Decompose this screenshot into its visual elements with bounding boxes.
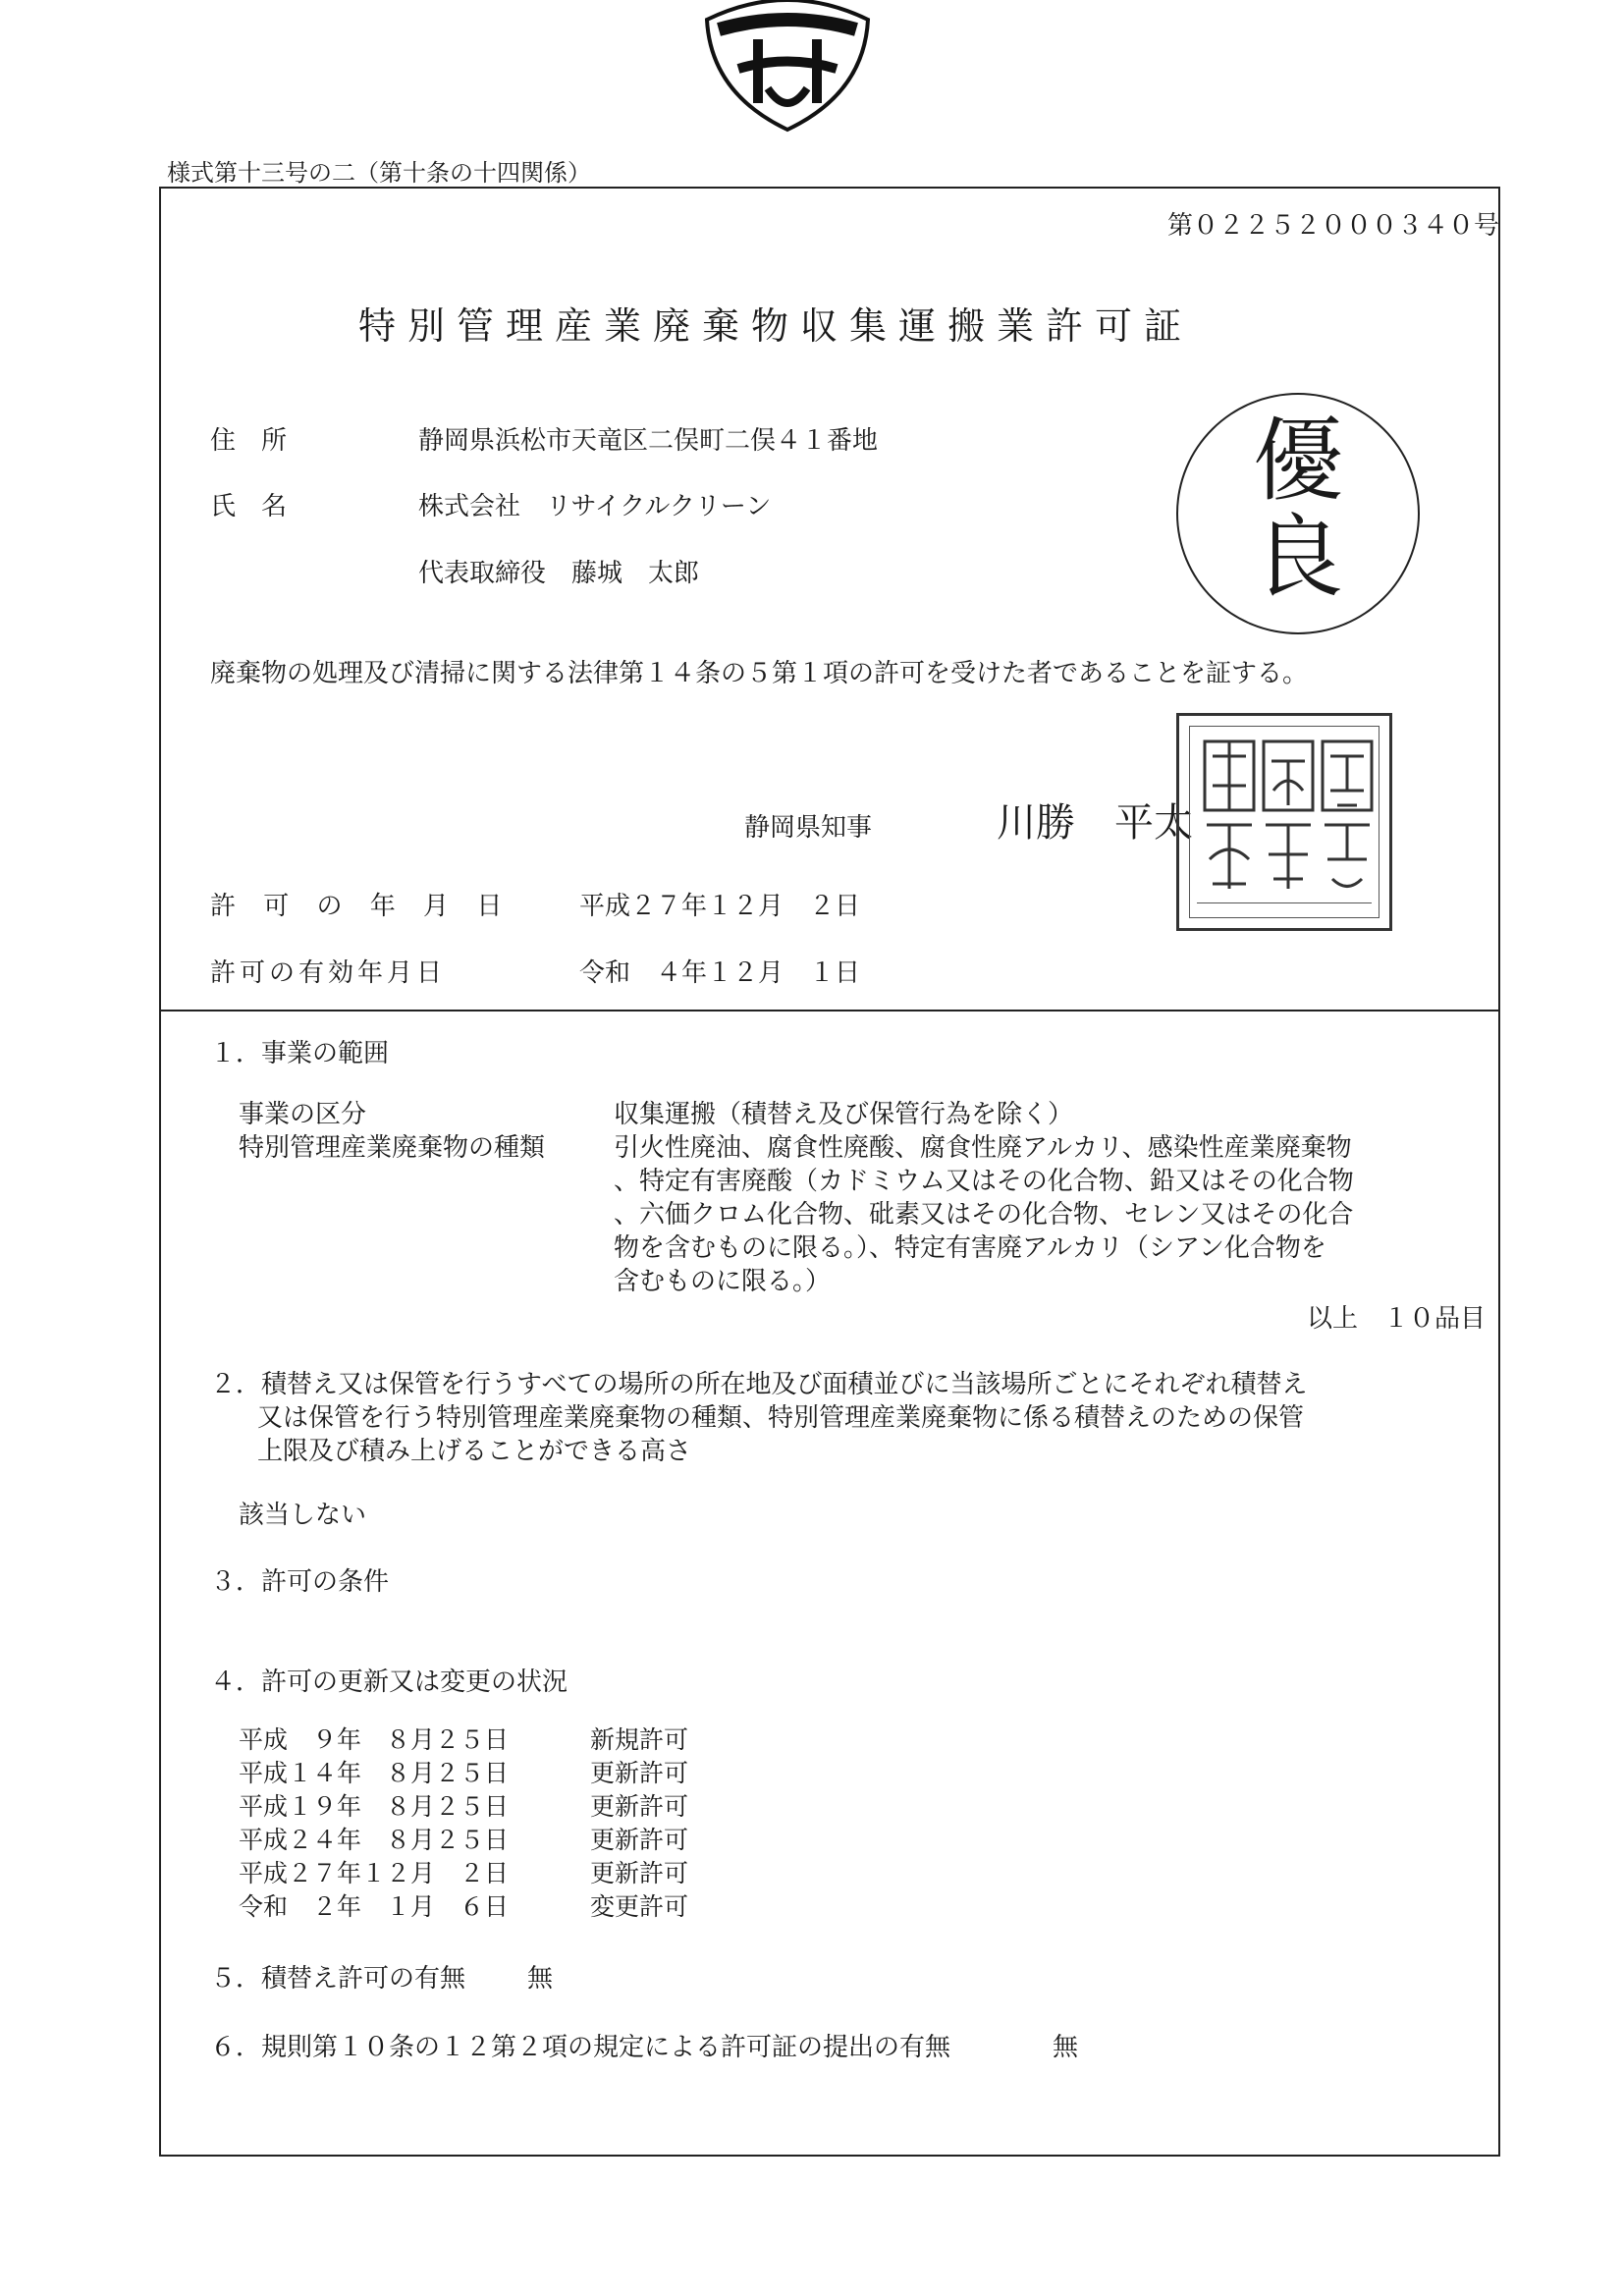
excellence-char-1: 優	[1252, 409, 1343, 514]
section4-heading: ４．許可の更新又は変更の状況	[210, 1667, 568, 1697]
address-value: 静岡県浜松市天竜区二俣町二俣４１番地	[418, 426, 879, 456]
business-category-label: 事業の区分	[239, 1100, 367, 1129]
official-seal-stamp	[1176, 713, 1392, 931]
history-kind: 更新許可	[590, 1792, 689, 1821]
waste-types-line: 、六価クロム化合物、砒素又はその化合物、セレン又はその化合	[614, 1200, 1354, 1230]
section6-heading: ６．規則第１０条の１２第２項の規定による許可証の提出の有無	[210, 2033, 951, 2062]
history-date: 令和 ２年 １月 ６日	[239, 1892, 510, 1921]
item-count: 以上 １０品目	[1306, 1304, 1486, 1334]
seal-bottom-line	[1197, 902, 1372, 903]
history-date: 平成２７年１２月 ２日	[239, 1859, 510, 1887]
waste-types-line: 、特定有害廃酸（カドミウム又はその化合物、鉛又はその化合物	[614, 1167, 1354, 1196]
issuer-name: 川勝 平太	[997, 800, 1193, 846]
seal-glyphs	[1195, 732, 1380, 899]
document-title: 特別管理産業廃棄物収集運搬業許可証	[358, 304, 1194, 348]
name-label: 氏 名	[210, 492, 288, 521]
excellence-char-2: 良	[1252, 505, 1343, 610]
waste-types-line: 含むものに限る。）	[614, 1267, 832, 1296]
section1-heading: １．事業の範囲	[210, 1039, 390, 1068]
permit-date-value: 平成２７年１２月 ２日	[579, 892, 861, 921]
emblem-logo	[699, 0, 876, 133]
permit-date-label: 許 可 の 年 月 日	[210, 892, 513, 921]
section2-heading-line: 上限及び積み上げることができる高さ	[257, 1437, 692, 1466]
history-kind: 新規許可	[590, 1725, 689, 1754]
business-category-value: 収集運搬（積替え及び保管行為を除く）	[614, 1100, 1074, 1129]
history-date: 平成２４年 ８月２５日	[239, 1826, 510, 1854]
issuer-title: 静岡県知事	[744, 813, 873, 843]
section2-heading-line: 又は保管を行う特別管理産業廃棄物の種類、特別管理産業廃棄物に係る積替えのための保管	[257, 1403, 1305, 1433]
history-kind: 変更許可	[590, 1892, 689, 1921]
certification-text: 廃棄物の処理及び清掃に関する法律第１４条の５第１項の許可を受けた者であることを証する。	[210, 659, 1309, 688]
section5-heading: ５．積替え許可の有無	[210, 1964, 466, 1994]
history-date: 平成１４年 ８月２５日	[239, 1759, 510, 1787]
expiry-date-label: 許可の有効年月日	[210, 958, 447, 988]
section-divider	[159, 1010, 1500, 1011]
form-label: 様式第十三号の二（第十条の十四関係）	[167, 159, 591, 187]
waste-types-line: 物を含むものに限る。）、特定有害廃アルカリ（シアン化合物を	[614, 1233, 1326, 1263]
waste-types-line: 引火性廃油、腐食性廃酸、腐食性廃アルカリ、感染性産業廃棄物	[614, 1133, 1352, 1163]
excellence-mark	[1176, 393, 1420, 634]
waste-types-label: 特別管理産業廃棄物の種類	[239, 1133, 546, 1163]
company-name: 株式会社 リサイクルクリーン	[418, 492, 772, 521]
history-kind: 更新許可	[590, 1759, 689, 1787]
section3-heading: ３．許可の条件	[210, 1567, 390, 1597]
history-date: 平成 ９年 ８月２５日	[239, 1725, 510, 1754]
expiry-date-value: 令和 ４年１２月 １日	[579, 958, 861, 988]
section2-heading-line: ２．積替え又は保管を行うすべての場所の所在地及び面積並びに当該場所ごとにそれぞれ積替え	[210, 1370, 1308, 1399]
permit-number: 第０２２５２０００３４０号	[1166, 211, 1499, 241]
address-label: 住 所	[210, 426, 288, 456]
section2-value: 該当しない	[239, 1501, 367, 1530]
section5-value: 無	[527, 1964, 554, 1994]
history-kind: 更新許可	[590, 1826, 689, 1854]
representative-name: 代表取締役 藤城 太郎	[418, 559, 700, 588]
history-date: 平成１９年 ８月２５日	[239, 1792, 510, 1821]
history-kind: 更新許可	[590, 1859, 689, 1887]
section6-value: 無	[1053, 2033, 1079, 2062]
